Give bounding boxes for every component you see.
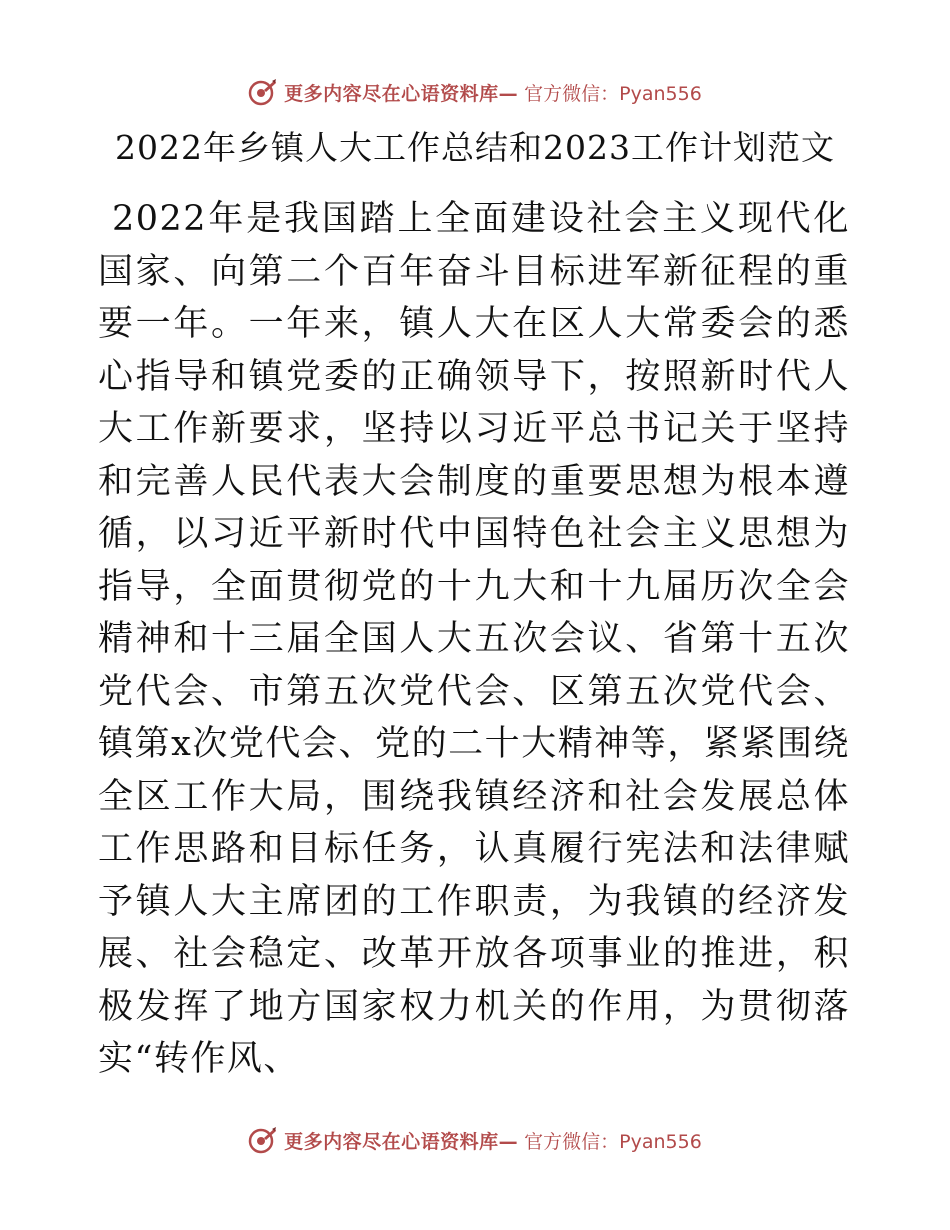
watermark-contact: 官方微信：Pyan556 [524,82,702,105]
brand-logo-icon [248,77,278,107]
footer-watermark-inner [248,1125,702,1155]
footer-watermark [0,1118,950,1162]
document-paragraph: 2022年是我国踏上全面建设社会主义现代化国家、向第二个百年奋斗目标进军新征程的重要一年。一年来，镇人大在区人大常委会的悉心指导和镇党委的正确领导下，按照新时代人大工作新要求，坚持以习近平总书记关于坚持和完善人民代表大会制度的重要思想为根本遵循，以习近平新时代中国特色社会主义思想为指导，全面贯彻党的十九大和十九届历次全会精神和十三届全国人大五次会议、省第十五次党代会、市第五次党代会、区第五次党代会、镇第x次党代会、党的二十大精神等，紧紧围绕全区工作大局，围绕我镇经济和社会发展总体工作思路和目标任务，认真履行宪法和法律赋予镇人大主席团的工作职责，为我镇的经济发展、社会稳定、改革开放各项事业的推进，积极发挥了地方国家权力机关的作用，为贯彻落实“转作风、 [98,199,850,1079]
document-title: 2022年乡镇人大工作总结和2023工作计划范文 [115,128,835,167]
watermark-contact: 官方微信：Pyan556 [524,1130,702,1153]
header-watermark-inner [248,77,702,107]
watermark-text: 更多内容尽在心语资料库— [284,1130,519,1153]
watermark-text: 更多内容尽在心语资料库— [284,82,519,105]
brand-logo-icon [248,1125,278,1155]
header-watermark [0,70,950,114]
